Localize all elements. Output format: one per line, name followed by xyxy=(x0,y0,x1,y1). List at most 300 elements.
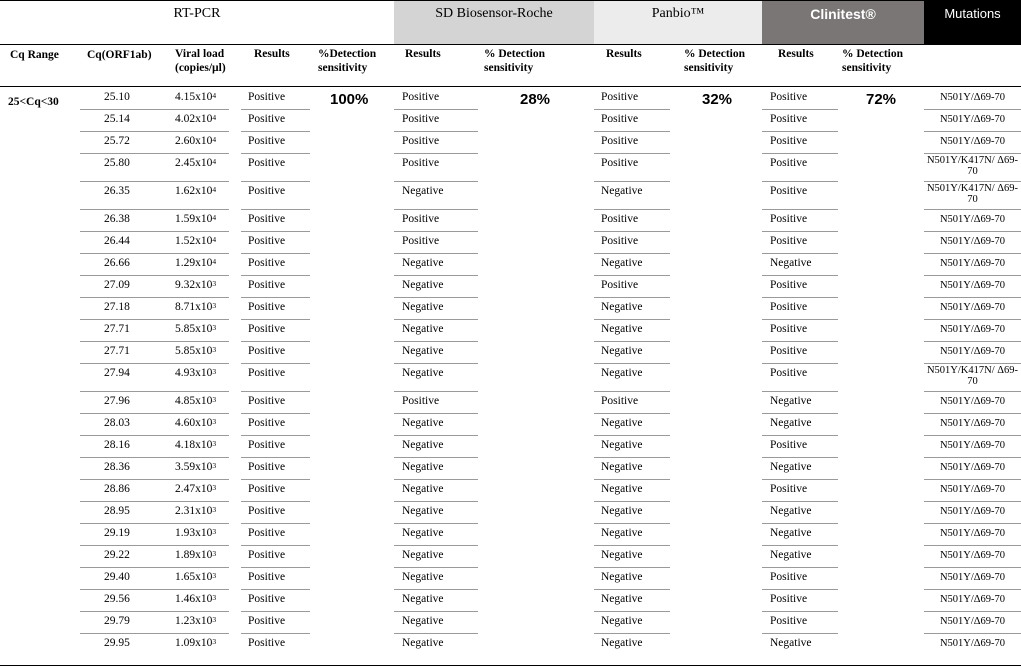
row-divider xyxy=(762,545,838,546)
row-divider xyxy=(924,319,1021,320)
panbio-result: Positive xyxy=(601,213,639,225)
row-divider xyxy=(394,633,478,634)
row-divider xyxy=(594,181,670,182)
viral-load-mantissa: 1.62 xyxy=(175,185,196,197)
row-divider xyxy=(924,523,1021,524)
row-divider xyxy=(594,435,670,436)
row-divider xyxy=(594,523,670,524)
row-divider xyxy=(80,567,229,568)
row-divider xyxy=(924,131,1021,132)
times-ten: x10 xyxy=(195,483,213,495)
row-divider xyxy=(594,319,670,320)
rtpcr-result: Positive xyxy=(248,527,286,539)
row-divider xyxy=(594,589,670,590)
row-divider xyxy=(762,181,838,182)
viral-load-exponent: 3 xyxy=(212,571,217,580)
mutation-value: N501Y/K417N/ Δ69-70 xyxy=(926,183,1019,205)
sd-result: Negative xyxy=(402,505,444,517)
clinitest-result: Positive xyxy=(770,157,808,169)
viral-load-mantissa: 2.45 xyxy=(175,157,196,169)
sd-result: Positive xyxy=(402,213,440,225)
row-divider xyxy=(594,209,670,210)
panbio-result: Positive xyxy=(601,235,639,247)
mutation-value: N501Y/Δ69-70 xyxy=(939,506,1006,517)
sd-result: Negative xyxy=(402,571,444,583)
row-divider xyxy=(241,275,310,276)
row-divider xyxy=(394,391,478,392)
mutation-value: N501Y/Δ69-70 xyxy=(939,440,1006,451)
row-divider xyxy=(394,209,478,210)
col-header-clinitest-results: Results xyxy=(778,48,814,60)
row-divider xyxy=(80,633,229,634)
mutation-value: N501Y/Δ69-70 xyxy=(939,324,1006,335)
bottom-rule xyxy=(0,665,1021,666)
row-divider xyxy=(594,633,670,634)
rtpcr-result: Positive xyxy=(248,637,286,649)
viral-load-exponent: 4 xyxy=(212,185,217,194)
sd-result: Negative xyxy=(402,637,444,649)
row-divider xyxy=(80,131,229,132)
row-divider xyxy=(594,567,670,568)
row-divider xyxy=(594,297,670,298)
viral-load-mantissa: 1.29 xyxy=(175,257,196,269)
rtpcr-result: Positive xyxy=(248,279,286,291)
rtpcr-result: Positive xyxy=(248,505,286,517)
viral-load-value xyxy=(175,323,216,336)
row-divider xyxy=(241,567,310,568)
row-divider xyxy=(924,457,1021,458)
viral-load-exponent: 4 xyxy=(212,113,217,122)
cq-value: 27.71 xyxy=(104,323,130,335)
row-divider xyxy=(80,341,229,342)
panbio-result: Negative xyxy=(601,483,643,495)
viral-load-exponent: 4 xyxy=(212,213,217,222)
row-divider xyxy=(762,501,838,502)
row-divider xyxy=(80,153,229,154)
row-divider xyxy=(924,109,1021,110)
row-divider xyxy=(924,479,1021,480)
row-divider xyxy=(762,435,838,436)
rtpcr-result: Positive xyxy=(248,367,286,379)
sd-result: Negative xyxy=(402,367,444,379)
row-divider xyxy=(80,319,229,320)
viral-load-mantissa: 2.47 xyxy=(175,483,196,495)
viral-load-value xyxy=(175,157,216,170)
mutation-value: N501Y/Δ69-70 xyxy=(939,572,1006,583)
clinitest-result: Positive xyxy=(770,213,808,225)
times-ten: x10 xyxy=(195,527,213,539)
clinitest-result: Negative xyxy=(770,395,812,407)
rtpcr-result: Positive xyxy=(248,571,286,583)
viral-load-value xyxy=(175,301,216,314)
times-ten: x10 xyxy=(195,323,213,335)
row-divider xyxy=(594,253,670,254)
times-ten: x10 xyxy=(195,279,213,291)
row-divider xyxy=(924,501,1021,502)
cq-value: 25.14 xyxy=(104,113,130,125)
clinitest-result: Positive xyxy=(770,235,808,247)
row-divider xyxy=(762,589,838,590)
row-divider xyxy=(394,131,478,132)
row-divider xyxy=(80,501,229,502)
viral-load-mantissa: 9.32 xyxy=(175,279,196,291)
viral-load-exponent: 4 xyxy=(212,157,217,166)
rtpcr-result: Positive xyxy=(248,593,286,605)
row-divider xyxy=(924,341,1021,342)
row-divider xyxy=(394,109,478,110)
panbio-sensitivity: 32% xyxy=(702,91,733,108)
row-divider xyxy=(394,253,478,254)
row-divider xyxy=(594,275,670,276)
sd-sensitivity: 28% xyxy=(520,91,551,108)
sd-result: Positive xyxy=(402,235,440,247)
viral-load-value xyxy=(175,637,216,650)
clinitest-group-header: Clinitest® xyxy=(762,0,924,44)
cq-value: 25.10 xyxy=(104,91,130,103)
viral-load-exponent: 3 xyxy=(212,301,217,310)
cq-value: 28.95 xyxy=(104,505,130,517)
clinitest-result: Positive xyxy=(770,91,808,103)
viral-load-mantissa: 1.89 xyxy=(175,549,196,561)
row-divider xyxy=(394,479,478,480)
panbio-group-header: Panbio™ xyxy=(594,0,762,44)
rtpcr-result: Positive xyxy=(248,615,286,627)
row-divider xyxy=(762,391,838,392)
row-divider xyxy=(924,545,1021,546)
sd-result: Positive xyxy=(402,113,440,125)
row-divider xyxy=(80,109,229,110)
cq-value: 26.66 xyxy=(104,257,130,269)
times-ten: x10 xyxy=(195,395,213,407)
panbio-result: Negative xyxy=(601,301,643,313)
row-divider xyxy=(394,181,478,182)
row-divider xyxy=(924,589,1021,590)
cq-value: 26.44 xyxy=(104,235,130,247)
row-divider xyxy=(394,363,478,364)
clinitest-result: Positive xyxy=(770,615,808,627)
cq-value: 29.40 xyxy=(104,571,130,583)
row-divider xyxy=(394,567,478,568)
col-header-sd-detection: % Detection sensitivity xyxy=(484,48,545,74)
row-divider xyxy=(924,413,1021,414)
row-divider xyxy=(241,545,310,546)
row-divider xyxy=(924,275,1021,276)
row-divider xyxy=(394,153,478,154)
row-divider xyxy=(80,457,229,458)
row-divider xyxy=(762,231,838,232)
cq-value: 27.18 xyxy=(104,301,130,313)
viral-load-exponent: 3 xyxy=(212,323,217,332)
rtpcr-result: Positive xyxy=(248,301,286,313)
viral-load-exponent: 3 xyxy=(212,483,217,492)
mutation-value: N501Y/Δ69-70 xyxy=(939,550,1006,561)
viral-load-value xyxy=(175,461,216,474)
viral-load-value xyxy=(175,113,216,126)
row-divider xyxy=(80,413,229,414)
viral-load-mantissa: 1.23 xyxy=(175,615,196,627)
row-divider xyxy=(241,153,310,154)
viral-load-value xyxy=(175,345,216,358)
panbio-result: Negative xyxy=(601,637,643,649)
viral-load-exponent: 3 xyxy=(212,417,217,426)
sd-result: Negative xyxy=(402,345,444,357)
row-divider xyxy=(241,479,310,480)
row-divider xyxy=(241,413,310,414)
viral-load-mantissa: 4.15 xyxy=(175,91,196,103)
sd-result: Positive xyxy=(402,135,440,147)
row-divider xyxy=(80,363,229,364)
cq-value: 27.94 xyxy=(104,367,130,379)
sd-result: Negative xyxy=(402,549,444,561)
row-divider xyxy=(394,611,478,612)
clinitest-result: Positive xyxy=(770,185,808,197)
cq-value: 27.71 xyxy=(104,345,130,357)
row-divider xyxy=(394,319,478,320)
row-divider xyxy=(394,275,478,276)
viral-load-value xyxy=(175,257,216,270)
clinitest-result: Positive xyxy=(770,439,808,451)
rtpcr-result: Positive xyxy=(248,257,286,269)
viral-load-mantissa: 4.18 xyxy=(175,439,196,451)
col-header-viral-load: Viral load (copies/µl) xyxy=(175,48,226,74)
row-divider xyxy=(394,457,478,458)
col-header-cq-range: Cq Range xyxy=(10,49,59,61)
cq-value: 29.19 xyxy=(104,527,130,539)
col-header-clinitest-detection: % Detection sensitivity xyxy=(842,48,903,74)
row-divider xyxy=(762,153,838,154)
times-ten: x10 xyxy=(195,505,213,517)
panbio-result: Negative xyxy=(601,185,643,197)
row-divider xyxy=(594,501,670,502)
viral-load-value xyxy=(175,615,216,628)
times-ten: x10 xyxy=(195,461,213,473)
viral-load-mantissa: 2.60 xyxy=(175,135,196,147)
mutation-value: N501Y/Δ69-70 xyxy=(939,616,1006,627)
row-divider xyxy=(594,611,670,612)
sd-result: Negative xyxy=(402,593,444,605)
panbio-result: Negative xyxy=(601,257,643,269)
viral-load-value xyxy=(175,439,216,452)
panbio-result: Positive xyxy=(601,135,639,147)
row-divider xyxy=(762,341,838,342)
cq-value: 28.36 xyxy=(104,461,130,473)
rtpcr-result: Positive xyxy=(248,157,286,169)
row-divider xyxy=(80,391,229,392)
row-divider xyxy=(924,435,1021,436)
times-ten: x10 xyxy=(195,257,213,269)
cq-value: 29.56 xyxy=(104,593,130,605)
sd-result: Positive xyxy=(402,157,440,169)
row-divider xyxy=(80,297,229,298)
rtpcr-result: Positive xyxy=(248,185,286,197)
row-divider xyxy=(394,435,478,436)
rtpcr-result: Positive xyxy=(248,483,286,495)
times-ten: x10 xyxy=(195,157,213,169)
mutation-value: N501Y/Δ69-70 xyxy=(939,136,1006,147)
clinitest-result: Positive xyxy=(770,279,808,291)
clinitest-sensitivity: 72% xyxy=(866,91,897,108)
viral-load-mantissa: 8.71 xyxy=(175,301,196,313)
row-divider xyxy=(924,391,1021,392)
viral-load-exponent: 3 xyxy=(212,527,217,536)
row-divider xyxy=(762,611,838,612)
row-divider xyxy=(394,341,478,342)
row-divider xyxy=(924,231,1021,232)
row-divider xyxy=(241,633,310,634)
viral-load-value xyxy=(175,571,216,584)
row-divider xyxy=(241,181,310,182)
mutation-value: N501Y/Δ69-70 xyxy=(939,638,1006,649)
column-header-rule xyxy=(0,86,1021,87)
viral-load-mantissa: 3.59 xyxy=(175,461,196,473)
row-divider xyxy=(241,523,310,524)
times-ten: x10 xyxy=(195,593,213,605)
rtpcr-result: Positive xyxy=(248,345,286,357)
panbio-result: Positive xyxy=(601,91,639,103)
row-divider xyxy=(594,231,670,232)
row-divider xyxy=(924,363,1021,364)
sd-result: Negative xyxy=(402,185,444,197)
cq-value: 26.35 xyxy=(104,185,130,197)
sd-biosensor-group-header: SD Biosensor-Roche xyxy=(394,0,594,44)
row-divider xyxy=(762,109,838,110)
row-divider xyxy=(80,209,229,210)
row-divider xyxy=(241,363,310,364)
cq-value: 27.96 xyxy=(104,395,130,407)
row-divider xyxy=(762,209,838,210)
viral-load-value xyxy=(175,593,216,606)
times-ten: x10 xyxy=(195,91,213,103)
clinitest-result: Negative xyxy=(770,637,812,649)
viral-load-value xyxy=(175,417,216,430)
row-divider xyxy=(762,253,838,254)
viral-load-exponent: 4 xyxy=(212,235,217,244)
viral-load-exponent: 3 xyxy=(212,439,217,448)
clinitest-result: Positive xyxy=(770,367,808,379)
top-rule xyxy=(0,0,1021,1)
viral-load-mantissa: 4.60 xyxy=(175,417,196,429)
sd-result: Positive xyxy=(402,91,440,103)
row-divider xyxy=(80,611,229,612)
viral-load-exponent: 3 xyxy=(212,505,217,514)
viral-load-value xyxy=(175,505,216,518)
row-divider xyxy=(762,297,838,298)
mutation-value: N501Y/Δ69-70 xyxy=(939,396,1006,407)
panbio-result: Negative xyxy=(601,439,643,451)
row-divider xyxy=(762,131,838,132)
viral-load-value xyxy=(175,185,216,198)
sd-result: Negative xyxy=(402,417,444,429)
viral-load-value xyxy=(175,91,216,104)
clinitest-result: Negative xyxy=(770,549,812,561)
panbio-result: Negative xyxy=(601,593,643,605)
cq-value: 26.38 xyxy=(104,213,130,225)
row-divider xyxy=(80,545,229,546)
cq-value: 27.09 xyxy=(104,279,130,291)
mutation-value: N501Y/K417N/ Δ69-70 xyxy=(926,155,1019,177)
row-divider xyxy=(762,523,838,524)
viral-load-mantissa: 1.59 xyxy=(175,213,196,225)
sd-result: Negative xyxy=(402,615,444,627)
rtpcr-result: Positive xyxy=(248,323,286,335)
viral-load-mantissa: 5.85 xyxy=(175,323,196,335)
times-ten: x10 xyxy=(195,345,213,357)
mutation-value: N501Y/Δ69-70 xyxy=(939,484,1006,495)
row-divider xyxy=(762,363,838,364)
viral-load-exponent: 4 xyxy=(212,135,217,144)
row-divider xyxy=(394,413,478,414)
row-divider xyxy=(80,231,229,232)
viral-load-mantissa: 1.09 xyxy=(175,637,196,649)
rtpcr-result: Positive xyxy=(248,135,286,147)
viral-load-mantissa: 1.93 xyxy=(175,527,196,539)
panbio-result: Negative xyxy=(601,527,643,539)
panbio-result: Negative xyxy=(601,461,643,473)
row-divider xyxy=(241,501,310,502)
row-divider xyxy=(594,341,670,342)
row-divider xyxy=(394,231,478,232)
times-ten: x10 xyxy=(195,185,213,197)
row-divider xyxy=(241,131,310,132)
rtpcr-result: Positive xyxy=(248,235,286,247)
row-divider xyxy=(762,479,838,480)
row-divider xyxy=(241,341,310,342)
row-divider xyxy=(80,589,229,590)
rtpcr-result: Positive xyxy=(248,439,286,451)
rtpcr-result: Positive xyxy=(248,213,286,225)
viral-load-value xyxy=(175,527,216,540)
mutation-value: N501Y/K417N/ Δ69-70 xyxy=(926,365,1019,387)
clinitest-result: Negative xyxy=(770,417,812,429)
row-divider xyxy=(241,391,310,392)
clinitest-result: Positive xyxy=(770,571,808,583)
row-divider xyxy=(241,109,310,110)
viral-load-exponent: 3 xyxy=(212,345,217,354)
row-divider xyxy=(924,611,1021,612)
viral-load-mantissa: 1.46 xyxy=(175,593,196,605)
rtpcr-result: Positive xyxy=(248,395,286,407)
viral-load-mantissa: 1.52 xyxy=(175,235,196,247)
viral-load-exponent: 4 xyxy=(212,257,217,266)
times-ten: x10 xyxy=(195,367,213,379)
viral-load-value xyxy=(175,235,216,248)
clinitest-result: Negative xyxy=(770,257,812,269)
row-divider xyxy=(241,589,310,590)
row-divider xyxy=(80,253,229,254)
viral-load-value xyxy=(175,213,216,226)
viral-load-value xyxy=(175,279,216,292)
row-divider xyxy=(924,209,1021,210)
times-ten: x10 xyxy=(195,439,213,451)
viral-load-exponent: 3 xyxy=(212,549,217,558)
row-divider xyxy=(241,457,310,458)
panbio-result: Negative xyxy=(601,417,643,429)
row-divider xyxy=(241,319,310,320)
row-divider xyxy=(241,297,310,298)
viral-load-exponent: 3 xyxy=(212,395,217,404)
clinitest-result: Positive xyxy=(770,301,808,313)
row-divider xyxy=(241,231,310,232)
viral-load-exponent: 3 xyxy=(212,615,217,624)
viral-load-value xyxy=(175,395,216,408)
row-divider xyxy=(80,523,229,524)
times-ten: x10 xyxy=(195,637,213,649)
panbio-result: Positive xyxy=(601,279,639,291)
row-divider xyxy=(241,253,310,254)
viral-load-value xyxy=(175,367,216,380)
cq-value: 25.80 xyxy=(104,157,130,169)
row-divider xyxy=(394,297,478,298)
